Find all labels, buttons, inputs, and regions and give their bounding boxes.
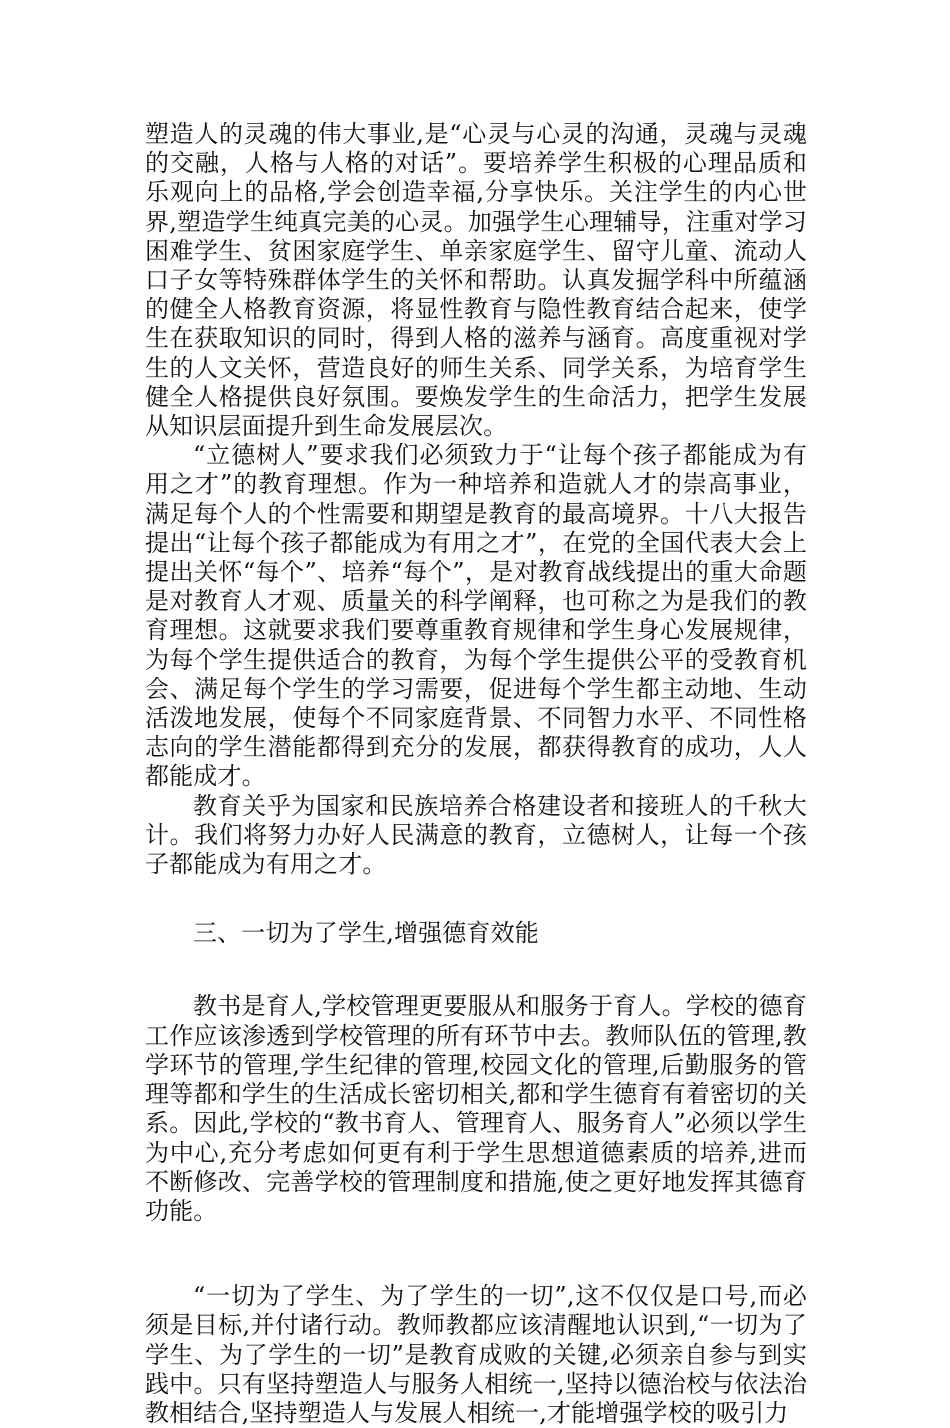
paragraph-education-plan: 教育关乎为国家和民族培养合格建设者和接班人的千秋大计。我们将努力办好人民满意的教育，立德树人，让每一个孩子都能成为有用之才。	[145, 791, 807, 879]
paragraph-soul-shaping: 塑造人的灵魂的伟大事业,是“心灵与心灵的沟通，灵魂与灵魂的交融，人格与人格的对话”。要培养学生积极的心理品质和乐观向上的品格,学会创造幸福,分享快乐。关注学生的内心世界,塑造学生纯真完美的心灵。加强学生心理辅导，注重对学习困难学生、贫困家庭学生、单亲家庭学生、留守儿童、流动人口子女等特殊群体学生的关怀和帮助。认真发掘学科中所蕴涵的健全人格教育资源，将显性教育与隐性教育结合起来，使学生在获取知识的同时，得到人格的滋养与涵育。高度重视对学生的人文关怀，营造良好的师生关系、同学关系，为培育学生健全人格提供良好氛围。要焕发学生的生命活力，把学生发展从知识层面提升到生命发展层次。	[145, 120, 807, 441]
section-heading: 三、一切为了学生,增强德育效能	[193, 919, 539, 948]
paragraph-school-management: 教书是育人,学校管理更要服从和服务于育人。学校的德育工作应该渗透到学校管理的所有环节中去。教师队伍的管理,教学环节的管理,学生纪律的管理,校园文化的管理,后勤服务的管理等都和学生的生活成长密切相关,都和学生德育有着密切的关系。因此,学校的“教书育人、管理育人、服务育人”必须以学生为中心,充分考虑如何更有利于学生思想道德素质的培养,进而不断修改、完善学校的管理制度和措施,使之更好地发挥其德育功能。	[145, 992, 807, 1225]
paragraph-everything-for-students: “一切为了学生、为了学生的一切”,这不仅仅是口号,而必须是目标,并付诸行动。教师教都应该清醒地认识到,“一切为了学生、为了学生的一切”是教育成败的关键,必须亲自参与到实践中。只有坚持塑造人与服务人相统一,坚持以德治校与依法治教相结合,坚持塑造人与发展人相统一,才能增强学校的吸引力	[145, 1282, 807, 1427]
document-body	[145, 120, 807, 1428]
paragraph-lide-shuren: “立德树人”要求我们必须致力于“让每个孩子都能成为有用之才”的教育理想。作为一种培养和造就人才的崇高事业，满足每个人的个性需要和期望是教育的最高境界。十八大报告提出“让每个孩子都能成为有用之才”，在党的全国代表大会上提出关怀“每个”、培养“每个”，是对教育战线提出的重大命题是对教育人才观、质量关的科学阐释，也可称之为是我们的教育理想。这就要求我们要尊重教育规律和学生身心发展规律，为每个学生提供适合的教育，为每个学生提供公平的受教育机会、满足每个学生的学习需要，促进每个学生都主动地、生动活泼地发展，使每个不同家庭背景、不同智力水平、不同性格志向的学生潜能都得到充分的发展，都获得教育的成功，人人都能成才。	[145, 441, 807, 791]
